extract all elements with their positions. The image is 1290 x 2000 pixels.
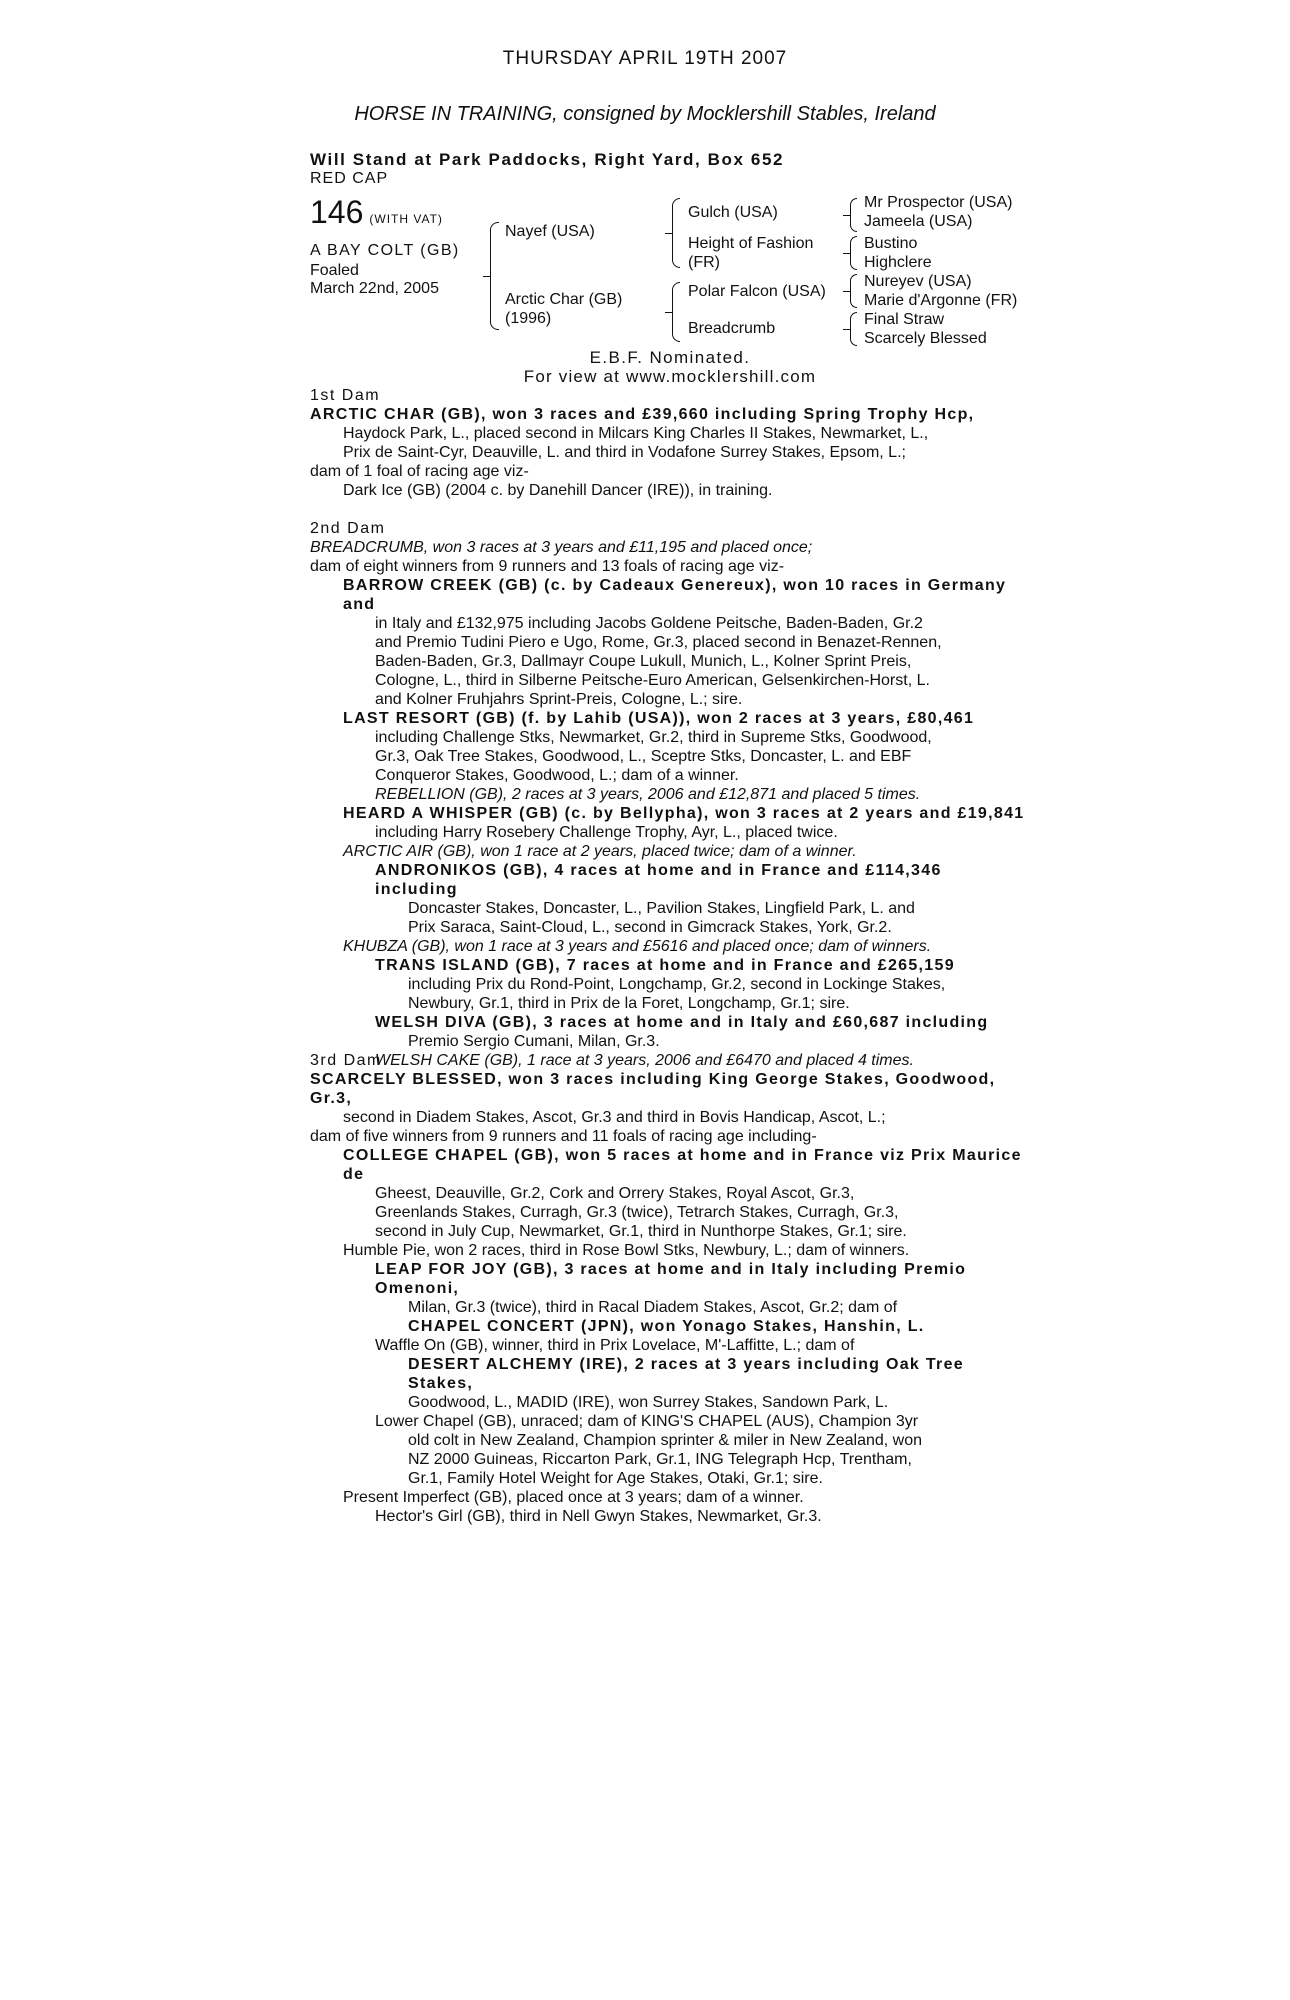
pedigree-brace-g12 <box>850 198 857 232</box>
dam-line: Cologne, L., third in Silberne Peitsche-Euro American, Gelsenkirchen-Horst, L. <box>375 672 930 689</box>
dam-line: REBELLION (GB), 2 races at 3 years, 2006 and £12,871 and placed 5 times. <box>375 786 921 803</box>
dam-line: ANDRONIKOS (GB), 4 races at home and in France and £114,346 including <box>375 862 942 898</box>
dam-line: old colt in New Zealand, Champion sprinter & miler in New Zealand, won <box>408 1432 923 1449</box>
dam-line: Present Imperfect (GB), placed once at 3 years; dam of a winner. <box>343 1489 804 1506</box>
dam-line: KHUBZA (GB), won 1 race at 3 years and £5616 and placed once; dam of winners. <box>343 938 932 955</box>
dam-line: Goodwood, L., MADID (IRE), won Surrey Stakes, Sandown Park, L. <box>408 1394 889 1411</box>
foaled-date: March 22nd, 2005 <box>310 280 439 297</box>
section-heading: 3rd Dam <box>310 1052 382 1069</box>
section-heading: 2nd Dam <box>310 520 386 537</box>
dam-line: LEAP FOR JOY (GB), 3 races at home and in Italy including Premio Omenoni, <box>375 1261 967 1297</box>
dam-line: Newbury, Gr.1, third in Prix de la Foret, Longchamp, Gr.1; sire. <box>408 995 850 1012</box>
dam-line: Conqueror Stakes, Goodwood, L.; dam of a winner. <box>375 767 739 784</box>
pedigree-dam-sire: Polar Falcon (USA) <box>688 283 826 300</box>
pedigree-brace-g78 <box>850 312 857 346</box>
pedigree-g1: Mr Prospector (USA) <box>864 194 1013 211</box>
pedigree-brace-g34 <box>850 236 857 270</box>
pedigree-sire: Nayef (USA) <box>505 223 595 240</box>
dam-line: BARROW CREEK (GB) (c. by Cadeaux Genereux), won 10 races in Germany and <box>343 577 1007 613</box>
dam-line: TRANS ISLAND (GB), 7 races at home and in France and £265,159 <box>375 957 955 974</box>
dam-line: LAST RESORT (GB) (f. by Lahib (USA)), won 2 races at 3 years, £80,461 <box>343 710 975 727</box>
dam-line: Baden-Baden, Gr.3, Dallmayr Coupe Lukull, Munich, L., Kolner Sprint Preis, <box>375 653 912 670</box>
dam-line: Humble Pie, won 2 races, third in Rose Bowl Stks, Newbury, L.; dam of winners. <box>343 1242 910 1259</box>
pedigree-g4: Highclere <box>864 254 932 271</box>
cap-colour: RED CAP <box>310 170 389 187</box>
dam-line: Gheest, Deauville, Gr.2, Cork and Orrery Stakes, Royal Ascot, Gr.3, <box>375 1185 855 1202</box>
stand-location: Will Stand at Park Paddocks, Right Yard, Box 652 <box>310 150 785 169</box>
dam-line: Gr.1, Family Hotel Weight for Age Stakes, Otaki, Gr.1; sire. <box>408 1470 823 1487</box>
dam-line: WELSH DIVA (GB), 3 races at home and in Italy and £60,687 including <box>375 1014 989 1031</box>
pedigree-brace-main <box>490 222 499 330</box>
dam-line: CHAPEL CONCERT (JPN), won Yonago Stakes, Hanshin, L. <box>408 1318 925 1335</box>
pedigree-brace-sire <box>672 198 680 268</box>
lot-number-block <box>310 194 443 231</box>
pedigree-dam-dam: Breadcrumb <box>688 320 776 337</box>
dam-line: and Premio Tudini Piero e Ugo, Rome, Gr.3, placed second in Benazet-Rennen, <box>375 634 942 651</box>
dam-line: including Prix du Rond-Point, Longchamp, Gr.2, second in Lockinge Stakes, <box>408 976 946 993</box>
pedigree-sire-dam-country: (FR) <box>688 254 720 271</box>
dam-line: DESERT ALCHEMY (IRE), 2 races at 3 years including Oak Tree Stakes, <box>408 1356 964 1392</box>
dam-line: including Harry Rosebery Challenge Trophy, Ayr, L., placed twice. <box>375 824 838 841</box>
lot-description: A BAY COLT (GB) <box>310 242 460 259</box>
lot-number: 146 <box>310 194 364 230</box>
first-dam-section <box>310 386 1030 500</box>
pedigree-dam-year: (1996) <box>505 310 552 327</box>
dam-line: dam of 1 foal of racing age viz- <box>310 463 529 480</box>
dam-line: Prix Saraca, Saint-Cloud, L., second in Gimcrack Stakes, York, Gr.2. <box>408 919 892 936</box>
dam-line: ARCTIC CHAR (GB), won 3 races and £39,660 including Spring Trophy Hcp, <box>310 406 975 423</box>
dam-line: Milan, Gr.3 (twice), third in Racal Diadem Stakes, Ascot, Gr.2; dam of <box>408 1299 898 1316</box>
pedigree-g5: Nureyev (USA) <box>864 273 972 290</box>
dam-line: NZ 2000 Guineas, Riccarton Park, Gr.1, ING Telegraph Hcp, Trentham, <box>408 1451 912 1468</box>
dam-line: BREADCRUMB, won 3 races at 3 years and £11,195 and placed once; <box>310 539 813 556</box>
pedigree-sire-sire: Gulch (USA) <box>688 204 778 221</box>
view-note: For view at www.mocklershill.com <box>523 367 817 386</box>
dam-line: dam of eight winners from 9 runners and 13 foals of racing age viz- <box>310 558 785 575</box>
pedigree-sire-dam: Height of Fashion <box>688 235 814 252</box>
dam-line: COLLEGE CHAPEL (GB), won 5 races at home and in France viz Prix Maurice de <box>343 1147 1022 1183</box>
dam-line: ARCTIC AIR (GB), won 1 race at 2 years, placed twice; dam of a winner. <box>343 843 857 860</box>
dam-line: second in July Cup, Newmarket, Gr.1, third in Nunthorpe Stakes, Gr.1; sire. <box>375 1223 907 1240</box>
section-heading: 1st Dam <box>310 387 381 404</box>
foaled-label: Foaled <box>310 262 359 279</box>
dam-line: Waffle On (GB), winner, third in Prix Lovelace, M'-Laffitte, L.; dam of <box>375 1337 855 1354</box>
dam-line: Greenlands Stakes, Curragh, Gr.3 (twice), Tetrarch Stakes, Curragh, Gr.3, <box>375 1204 899 1221</box>
dam-line: in Italy and £132,975 including Jacobs Goldene Peitsche, Baden-Baden, Gr.2 <box>375 615 923 632</box>
dam-line: second in Diadem Stakes, Ascot, Gr.3 and third in Bovis Handicap, Ascot, L.; <box>343 1109 886 1126</box>
sale-date: THURSDAY APRIL 19TH 2007 <box>502 48 788 69</box>
ebf-note: E.B.F. Nominated. <box>589 348 751 367</box>
third-dam-section <box>310 1051 1030 1526</box>
dam-line: SCARCELY BLESSED, won 3 races including King George Stakes, Goodwood, Gr.3, <box>310 1071 996 1107</box>
pedigree-dam: Arctic Char (GB) <box>505 291 623 308</box>
consignment-line: HORSE IN TRAINING, consigned by Mocklershill Stables, Ireland <box>354 103 936 125</box>
dam-line: Doncaster Stakes, Doncaster, L., Pavilion Stakes, Lingfield Park, L. and <box>408 900 915 917</box>
dam-line: including Challenge Stks, Newmarket, Gr.2, third in Supreme Stks, Goodwood, <box>375 729 932 746</box>
dam-line: Haydock Park, L., placed second in Milcars King Charles II Stakes, Newmarket, L., <box>343 425 929 442</box>
dam-line: Hector's Girl (GB), third in Nell Gwyn Stakes, Newmarket, Gr.3. <box>375 1508 822 1525</box>
pedigree-brace-g56 <box>850 274 857 308</box>
dam-line: dam of five winners from 9 runners and 11 foals of racing age including- <box>310 1128 817 1145</box>
dam-line: HEARD A WHISPER (GB) (c. by Bellypha), won 3 races at 2 years and £19,841 <box>343 805 1025 822</box>
dam-line: Lower Chapel (GB), unraced; dam of KING'S CHAPEL (AUS), Champion 3yr <box>375 1413 919 1430</box>
dam-line: Prix de Saint-Cyr, Deauville, L. and third in Vodafone Surrey Stakes, Epsom, L.; <box>343 444 906 461</box>
pedigree-g2: Jameela (USA) <box>864 213 973 230</box>
pedigree-g7: Final Straw <box>864 311 945 328</box>
pedigree-g3: Bustino <box>864 235 918 252</box>
dam-line: WELSH CAKE (GB), 1 race at 3 years, 2006 and £6470 and placed 4 times. <box>375 1052 914 1069</box>
second-dam-section <box>310 519 1030 1070</box>
pedigree-g8: Scarcely Blessed <box>864 330 987 347</box>
vat-label: (WITH VAT) <box>369 212 443 226</box>
pedigree-g6: Marie d'Argonne (FR) <box>864 292 1018 309</box>
dam-line: Premio Sergio Cumani, Milan, Gr.3. <box>408 1033 660 1050</box>
dam-line: Gr.3, Oak Tree Stakes, Goodwood, L., Sceptre Stks, Doncaster, L. and EBF <box>375 748 912 765</box>
pedigree-brace-dam <box>672 282 680 342</box>
dam-line: and Kolner Fruhjahrs Sprint-Preis, Cologne, L.; sire. <box>375 691 743 708</box>
dam-line: Dark Ice (GB) (2004 c. by Danehill Dancer (IRE)), in training. <box>343 482 773 499</box>
